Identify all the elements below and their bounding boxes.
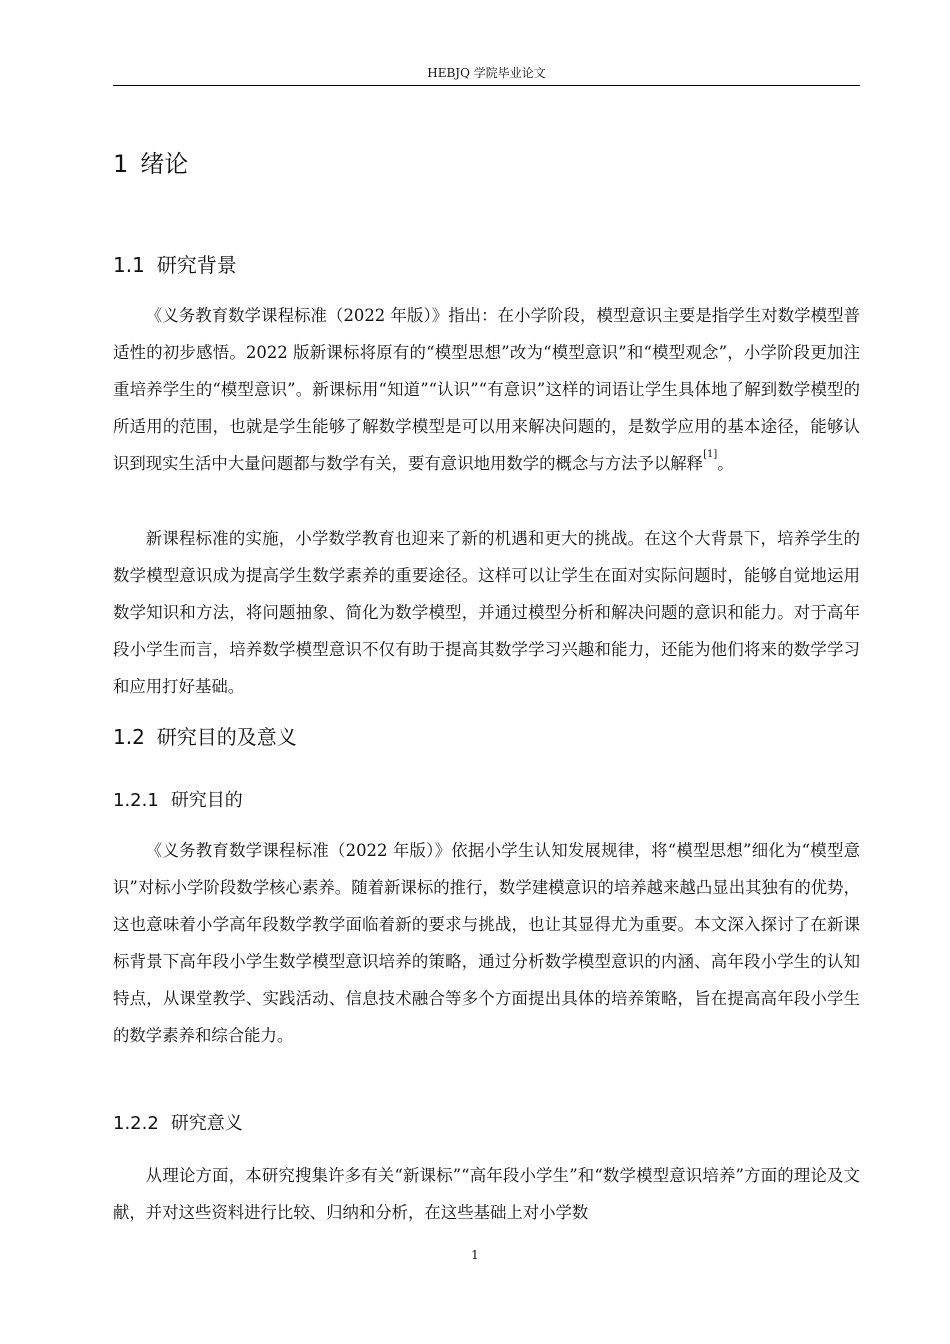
section-title: 研究目的及意义 xyxy=(156,725,297,749)
paragraph-text: 《义务教育数学课程标准（2022 年版）》指出：在小学阶段，模型意识主要是指学生对数学模型普适性的初步感悟。2022 版新课标将原有的“模型思想”改为“模型意识”和“模型观念”，小学阶段更加注重培养学生的“模型意识”。新课标用“知道”“认识”“有意识”这样的词语让学生具体地了解到数学模型的所适用的范围，也就是学生能够了解数学模型是可以用来解决问题的，是数学应用的基本途径，能够认识到现实生活中大量问题都与数学有关，要有意识地用数学的概念与方法予以解释 xyxy=(113,306,860,473)
section-number: 1.2 xyxy=(113,725,145,749)
running-header: HEBJQ 学院毕业论文 xyxy=(113,64,860,86)
chapter-heading xyxy=(113,147,188,181)
page-number: 1 xyxy=(471,1248,479,1262)
paragraph-background-2: 新课程标准的实施，小学数学教育也迎来了新的机遇和更大的挑战。在这个大背景下，培养学生的数学模型意识成为提高学生数学素养的重要途径。这样可以让学生在面对实际问题时，能够自觉地运用数学知识和方法，将问题抽象、简化为数学模型，并通过模型分析和解决问题的意识和能力。对于高年段小学生而言，培养数学模型意识不仅有助于提高其数学学习兴趣和能力，还能为他们将来的数学学习和应用打好基础。 xyxy=(113,529,860,696)
paragraph-end: 。 xyxy=(717,454,734,473)
paragraph-background-1 xyxy=(113,297,860,482)
section-heading-1-1 xyxy=(113,250,237,280)
chapter-number: 1 xyxy=(113,150,129,178)
subsection-title: 研究意义 xyxy=(170,1113,243,1134)
subsection-number: 1.2.1 xyxy=(113,790,159,811)
subsection-number: 1.2.2 xyxy=(113,1113,159,1134)
section-title: 研究背景 xyxy=(156,253,237,277)
section-number: 1.1 xyxy=(113,253,145,277)
paragraph-purpose: 《义务教育数学课程标准（2022 年版）》依据小学生认知发展规律，将“模型思想”细化为“模型意识”对标小学阶段数学核心素养。随着新课标的推行，数学建模意识的培养越来越凸显出其独有的优势，这也意味着小学高年段数学教学面临着新的要求与挑战，也让其显得尤为重要。本文深入探讨了在新课标背景下高年段小学生数学模型意识培养的策略，通过分析数学模型意识的内涵、高年段小学生的认知特点，从课堂教学、实践活动、信息技术融合等多个方面提出具体的培养策略，旨在提高高年段小学生的数学素养和综合能力。 xyxy=(113,841,860,1045)
citation: [1] xyxy=(703,449,718,460)
paragraph-significance: 从理论方面，本研究搜集许多有关“新课标”“高年段小学生”和“数学模型意识培养”方面的理论及文献，并对这些资料进行比较、归纳和分析，在这些基础上对小学数 xyxy=(113,1166,860,1222)
subsection-heading-1-2-1 xyxy=(113,787,243,815)
section-heading-1-2 xyxy=(113,722,297,752)
subsection-heading-1-2-2 xyxy=(113,1110,243,1138)
chapter-title: 绪论 xyxy=(140,150,189,178)
subsection-title: 研究目的 xyxy=(170,790,243,811)
